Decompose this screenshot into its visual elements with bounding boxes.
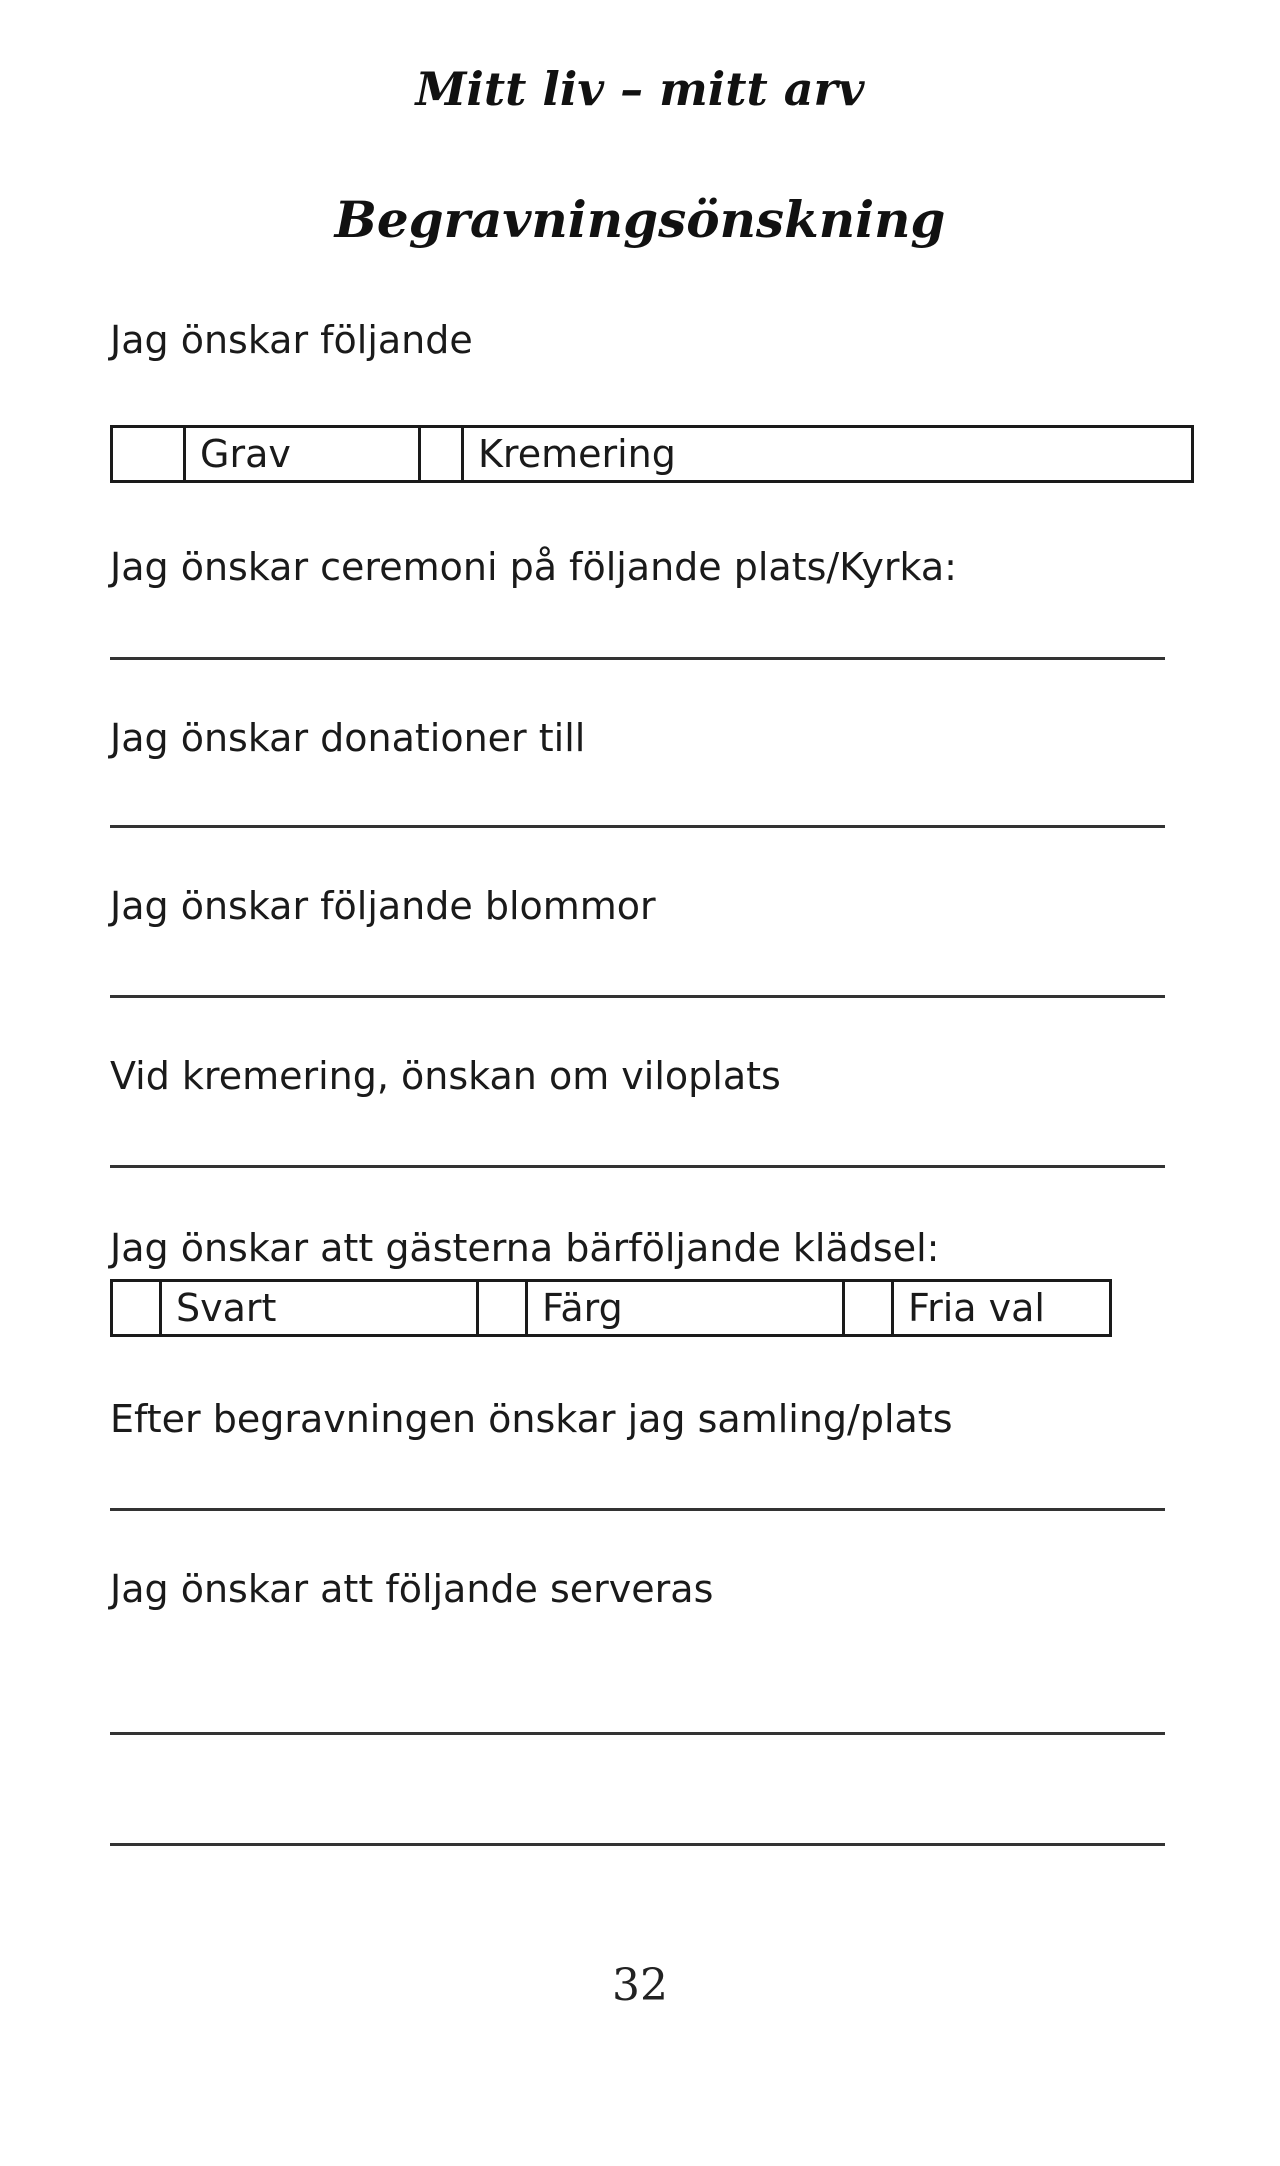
svart-checkbox[interactable] [112, 1281, 161, 1336]
serving-write-line-2[interactable] [110, 1843, 1165, 1846]
kremering-checkbox[interactable] [420, 427, 463, 482]
flowers-label: Jag önskar följande blommor [110, 884, 656, 928]
kremering-option-label: Kremering [463, 427, 1193, 482]
svart-option-label: Svart [161, 1281, 478, 1336]
resting-place-label: Vid kremering, önskan om viloplats [110, 1054, 781, 1098]
serving-label: Jag önskar att följande serveras [110, 1567, 714, 1611]
flowers-write-line[interactable] [110, 995, 1165, 998]
dress-code-options-table [110, 1279, 1112, 1337]
resting-place-write-line[interactable] [110, 1165, 1165, 1168]
grav-option-label: Grav [185, 427, 420, 482]
document-header: Mitt liv – mitt arv [415, 62, 865, 116]
donations-label: Jag önskar donationer till [110, 716, 586, 760]
burial-label: Jag önskar följande [110, 318, 473, 362]
ceremony-label: Jag önskar ceremoni på följande plats/Kyrka: [110, 545, 957, 589]
gathering-label: Efter begravningen önskar jag samling/plats [110, 1397, 953, 1441]
gathering-write-line[interactable] [110, 1508, 1165, 1511]
fria-val-option-label: Fria val [893, 1281, 1111, 1336]
ceremony-write-line[interactable] [110, 657, 1165, 660]
dress-code-label: Jag önskar att gästerna bärföljande klädsel: [110, 1226, 940, 1270]
fria-val-checkbox[interactable] [844, 1281, 893, 1336]
donations-write-line[interactable] [110, 825, 1165, 828]
page-number: 32 [612, 1960, 668, 2011]
farg-option-label: Färg [527, 1281, 844, 1336]
grav-checkbox[interactable] [112, 427, 185, 482]
farg-checkbox[interactable] [478, 1281, 527, 1336]
serving-write-line-1[interactable] [110, 1732, 1165, 1735]
burial-options-table [110, 425, 1194, 483]
page-title: Begravningsönskning [334, 190, 946, 249]
